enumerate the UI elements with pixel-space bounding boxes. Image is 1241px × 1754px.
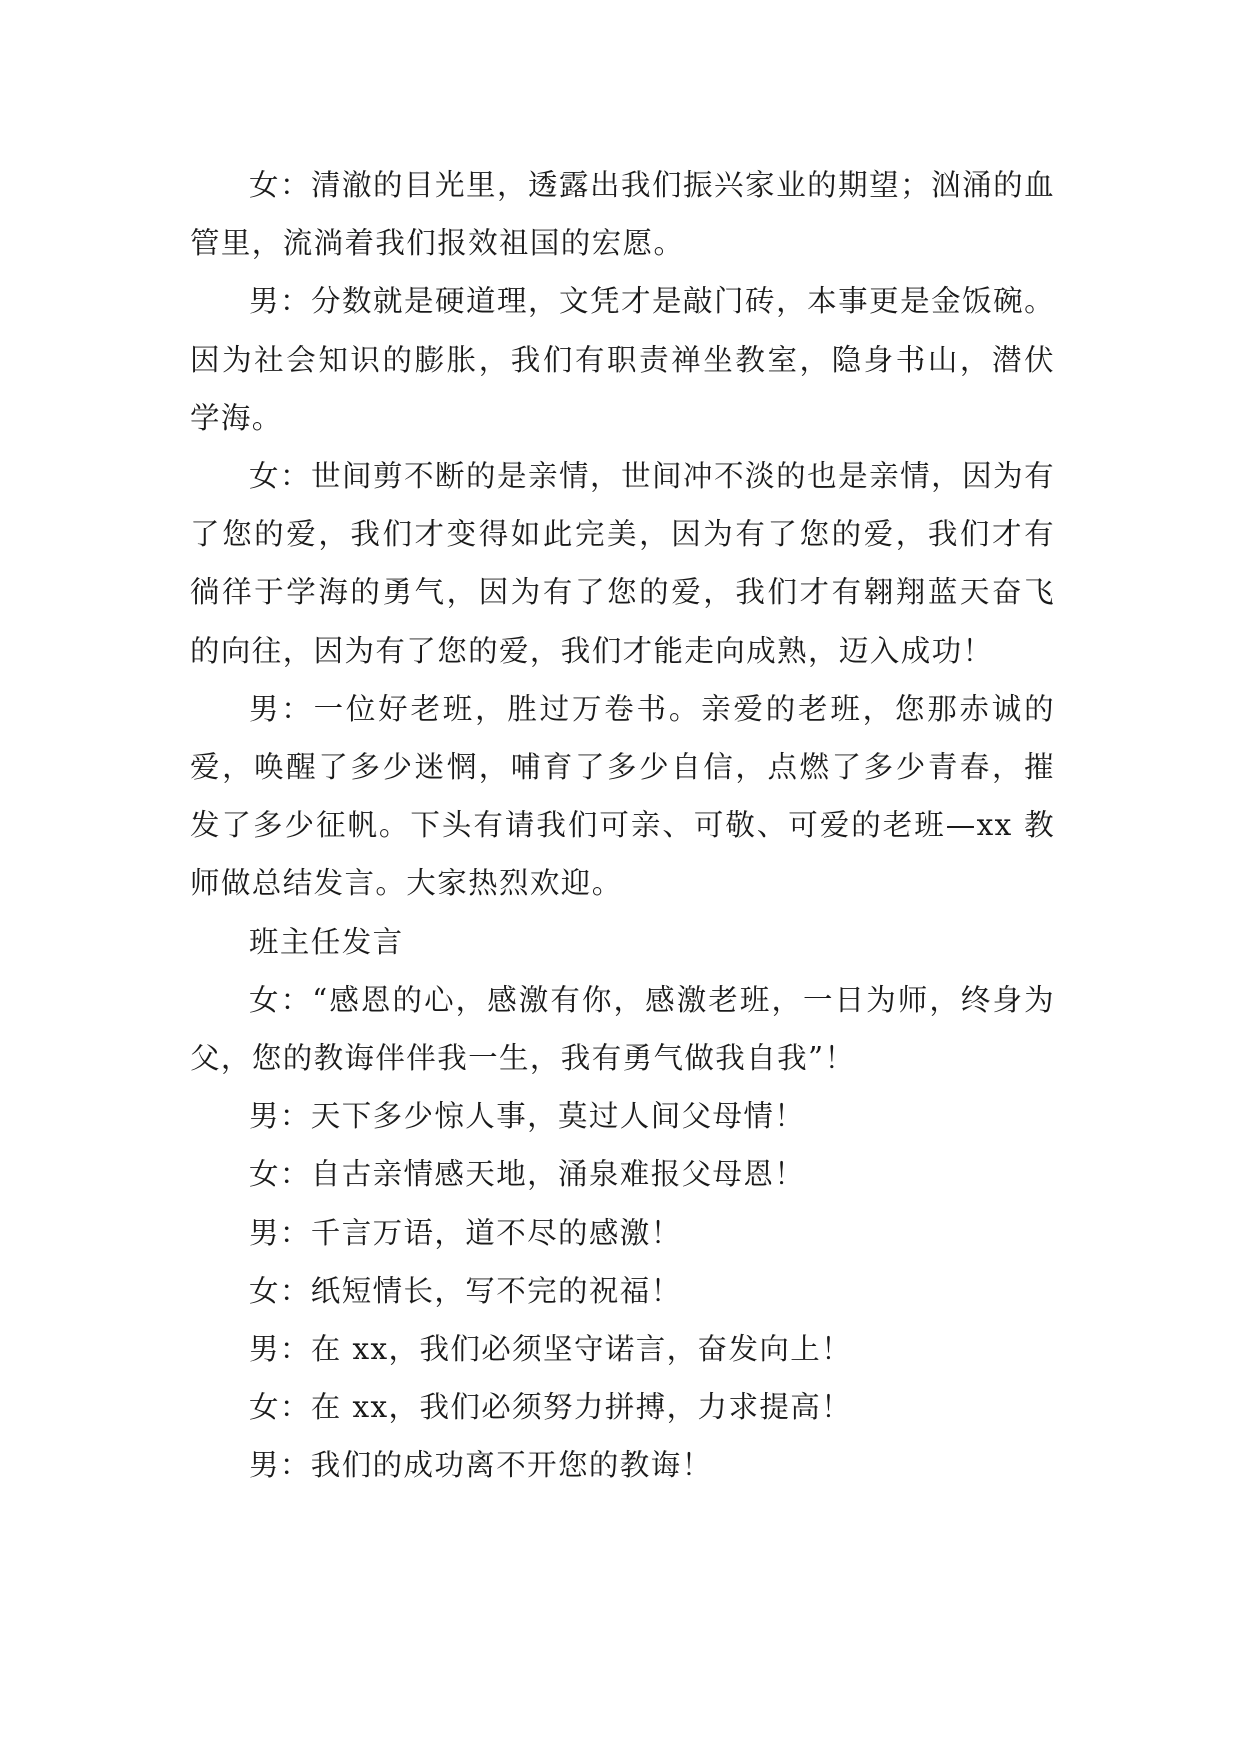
document-body <box>190 156 1055 1495</box>
paragraph-12: 女：在 xx，我们必须努力拼搏，力求提高！ <box>249 1390 853 1425</box>
section-heading: 班主任发言 <box>249 924 404 959</box>
paragraph-6: 女：“感恩的心，感激有你，感激老班，一日为师，终身为父，您的教诲伴伴我一生，我有勇气做我自我”！ <box>190 982 1055 1076</box>
paragraph-9: 男：千言万语，道不尽的感激！ <box>249 1215 682 1250</box>
paragraph-11: 男：在 xx，我们必须坚守诺言，奋发向上！ <box>249 1332 853 1367</box>
paragraph-13: 男：我们的成功离不开您的教诲！ <box>249 1448 713 1483</box>
paragraph-4: 男：一位好老班，胜过万卷书。亲爱的老班，您那赤诚的爱，唤醒了多少迷惘，哺育了多少自信，点燃了多少青春，摧发了多少征帆。下头有请我们可亲、可敬、可爱的老班—xx 教师做总结发言。大家热烈欢迎。 <box>190 691 1055 901</box>
paragraph-7: 男：天下多少惊人事，莫过人间父母情！ <box>249 1099 806 1134</box>
paragraph-10: 女：纸短情长，写不完的祝福！ <box>249 1273 682 1308</box>
paragraph-2: 男：分数就是硬道理，文凭才是敲门砖，本事更是金饭碗。因为社会知识的膨胀，我们有职责禅坐教室，隐身书山，潜伏学海。 <box>190 284 1055 435</box>
paragraph-1: 女：清澈的目光里，透露出我们振兴家业的期望；汹涌的血管里，流淌着我们报效祖国的宏愿。 <box>190 168 1055 261</box>
paragraph-3: 女：世间剪不断的是亲情，世间冲不淡的也是亲情，因为有了您的爱，我们才变得如此完美，因为有了您的爱，我们才有徜徉于学海的勇气，因为有了您的爱，我们才有翱翔蓝天奋飞的向往，因为有了您的爱，我们才能走向成熟，迈入成功！ <box>190 459 1055 668</box>
paragraph-8: 女：自古亲情感天地，涌泉难报父母恩！ <box>249 1157 806 1192</box>
